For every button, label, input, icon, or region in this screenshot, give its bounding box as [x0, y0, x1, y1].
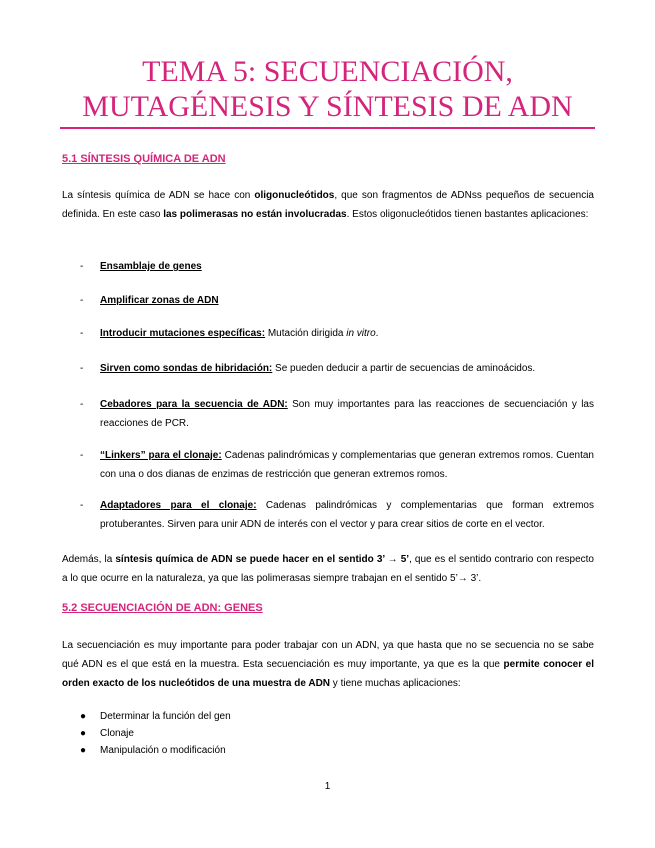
list-dash: -: [80, 328, 84, 339]
intro-text-1: La síntesis química de ADN se hace con: [62, 190, 255, 201]
list-item: [80, 359, 594, 378]
list-dash: -: [80, 399, 84, 410]
list-dash: -: [80, 450, 84, 461]
list-dash: -: [80, 261, 84, 272]
bullet-item: [80, 725, 594, 742]
title-line-2: MUTAGÉNESIS Y SÍNTESIS DE ADN: [82, 90, 573, 123]
intro-bold-1: permite conocer el orden exacto de los nucleótidos de una muestra de ADN: [62, 659, 594, 689]
intro-text-2: , que son fragmentos de ADNss pequeños de secuencia definida. En este caso: [62, 190, 594, 220]
list-dash: -: [80, 500, 84, 511]
list-item-text: Son muy importantes para las reacciones de secuenciación y las reacciones de PCR.: [100, 399, 594, 429]
section-2-heading: 5.2 SECUENCIACIÓN DE ADN: GENES: [62, 602, 263, 614]
list-item-text: Cadenas palindrómicas y complementarias que generan extremos romos. Cuentan con una o dos dianas de enzimas de restricción que generan extremos romos.: [100, 450, 594, 480]
list-item: [80, 291, 594, 310]
bullet-item: [80, 708, 594, 725]
list-item: [80, 496, 594, 534]
list-item-after: .: [375, 328, 379, 339]
intro-text-3: . Estos oligonucleótidos tienen bastantes aplicaciones:: [346, 209, 589, 220]
document-title: [60, 54, 595, 124]
section-2-intro: [62, 636, 594, 693]
closing-text-1: Además, la: [62, 554, 116, 565]
list-item-label: “Linkers” para el clonaje:: [100, 450, 222, 461]
section-1-heading: 5.1 SÍNTESIS QUÍMICA DE ADN: [62, 153, 226, 165]
list-dash: -: [80, 295, 84, 306]
bullet-icon: ●: [80, 745, 87, 756]
bullet-icon: ●: [80, 728, 87, 739]
page-number: 1: [324, 781, 331, 792]
closing-bold-1: síntesis química de ADN se puede hacer en el sentido 3’ → 5’: [115, 554, 410, 565]
list-item-label: Introducir mutaciones específicas:: [100, 328, 266, 339]
title-line-1: TEMA 5: SECUENCIACIÓN,: [142, 55, 513, 88]
intro-bold-2: las polimerasas no están involucradas: [163, 209, 347, 220]
list-item-text: Cadenas palindrómicas y complementarias que forman extremos protuberantes. Sirven para unir ADN de interés con el vector y para crear sitios de corte en el vector.: [100, 500, 594, 530]
list-item: [80, 446, 594, 484]
list-item-label: Adaptadores para el clonaje:: [100, 500, 257, 511]
bullet-text: Clonaje: [100, 728, 134, 739]
list-item: [80, 257, 594, 276]
list-item: [80, 324, 594, 343]
list-item-italic: in vitro: [346, 328, 376, 339]
list-item-label: Sirven como sondas de hibridación:: [100, 363, 273, 374]
closing-text-2: , que es el sentido contrario con respecto a lo que ocurre en la naturaleza, ya que las polimerasas siempre trabajan en el sentido 5’→ 3’.: [62, 554, 594, 584]
bullet-icon: ●: [80, 711, 87, 722]
intro-text-2: y tiene muchas aplicaciones:: [330, 678, 461, 689]
list-item-text: Mutación dirigida: [265, 328, 347, 339]
bullet-text: Determinar la función del gen: [100, 711, 231, 722]
section-1-intro: [62, 186, 594, 224]
intro-text-1: La secuenciación es muy importante para poder trabajar con un ADN, ya que hasta que no se secuencia no se sabe qué ADN es el que está en la muestra. Esta secuenciación es muy importante, ya que es la que: [62, 640, 594, 670]
section-1-closing: [62, 550, 594, 588]
list-item-label: Ensamblaje de genes: [100, 261, 202, 272]
list-item-label: Cebadores para la secuencia de ADN:: [100, 399, 288, 410]
list-item-text: Se pueden deducir a partir de secuencias de aminoácidos.: [272, 363, 536, 374]
bullet-item: [80, 742, 594, 759]
list-dash: -: [80, 363, 84, 374]
bullet-text: Manipulación o modificación: [100, 745, 226, 756]
list-item: [80, 395, 594, 433]
intro-bold-1: oligonucleótidos: [254, 190, 335, 201]
list-item-label: Amplificar zonas de ADN: [100, 295, 219, 306]
title-divider: [60, 127, 595, 129]
